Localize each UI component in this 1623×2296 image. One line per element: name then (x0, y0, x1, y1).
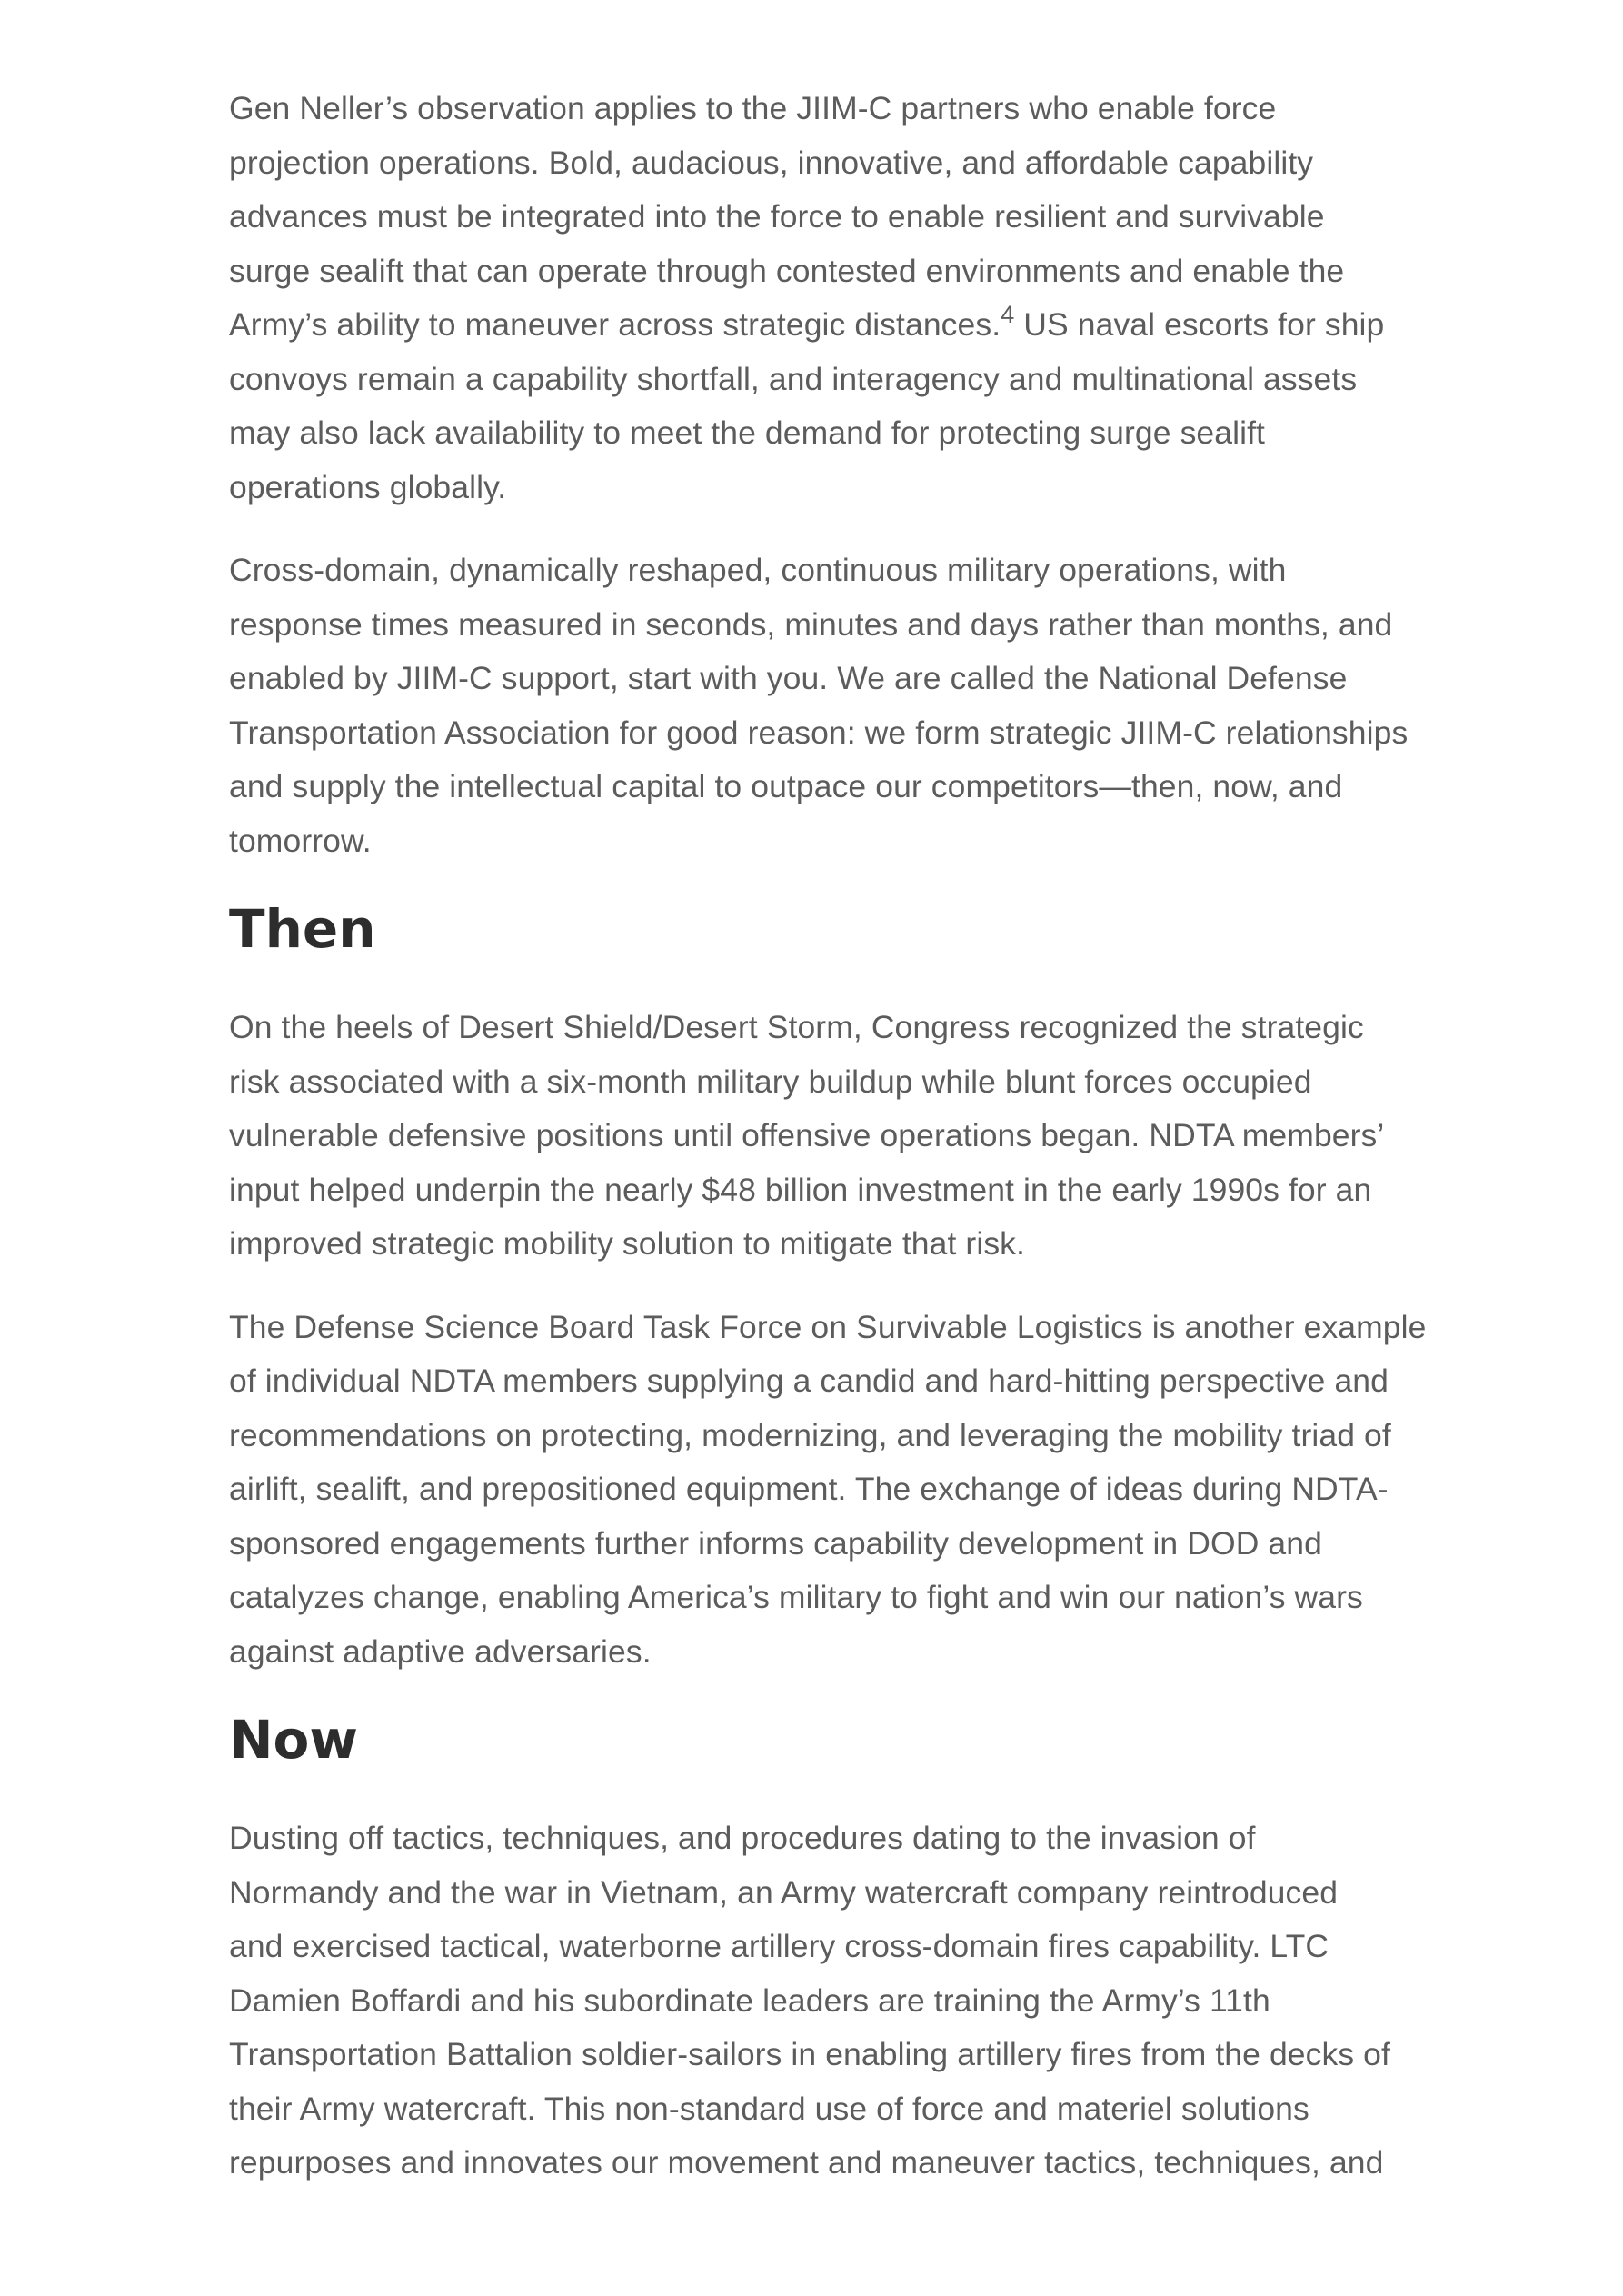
text-line: Gen Neller’s observation applies to the JIIM-C partners who enable force (229, 90, 1277, 126)
text-line: Damien Boffardi and his subordinate leaders are training the Army’s 11th (229, 1982, 1270, 2019)
text-line: Dusting off tactics, techniques, and procedures dating to the invasion of (229, 1820, 1256, 1856)
text-line: projection operations. Bold, audacious, innovative, and affordable capability (229, 144, 1314, 181)
paragraph-army-watercraft (229, 1812, 1429, 2191)
text-line: and exercised tactical, waterborne artillery cross-domain fires capability. LTC (229, 1928, 1329, 1964)
text-line: recommendations on protecting, modernizing, and leveraging the mobility triad of (229, 1416, 1391, 1453)
text-line: advances must be integrated into the force to enable resilient and survivable (229, 198, 1325, 235)
paragraph-desert-storm (229, 1001, 1429, 1272)
text-line: and supply the intellectual capital to outpace our competitors—then, now, and (229, 768, 1343, 804)
text-line: sponsored engagements further informs capability development in DOD and (229, 1524, 1322, 1562)
text-line: On the heels of Desert Shield/Desert Storm, Congress recognized the strategic (229, 1009, 1364, 1045)
text-line: airlift, sealift, and prepositioned equipment. The exchange of ideas during NDTA- (229, 1471, 1389, 1507)
text-segment: Army’s ability to maneuver across strategic distances. (229, 306, 1001, 343)
text-line: response times measured in seconds, minutes and days rather than months, and (229, 605, 1393, 643)
section-heading-now: Now (229, 1709, 358, 1771)
text-line: improved strategic mobility solution to mitigate that risk. (229, 1225, 1025, 1262)
text-line: vulnerable defensive positions until offensive operations began. NDTA members’ (229, 1117, 1385, 1153)
paragraph-defense-science-board (229, 1301, 1429, 1680)
section-heading-then: Then (229, 898, 376, 960)
text-line: catalyzes change, enabling America’s military to fight and win our nation’s wars (229, 1579, 1363, 1615)
text-line: The Defense Science Board Task Force on Survivable Logistics is another example (229, 1308, 1427, 1345)
footnote-reference[interactable]: 4 (1001, 301, 1015, 328)
text-line: input helped underpin the nearly $48 billion investment in the early 1990s for an (229, 1171, 1372, 1208)
text-line: may also lack availability to meet the demand for protecting surge sealift (229, 414, 1266, 451)
text-line: Transportation Association for good reason: we form strategic JIIM-C relationships (229, 714, 1409, 751)
text-line: Normandy and the war in Vietnam, an Army watercraft company reintroduced (229, 1873, 1339, 1911)
text-line: risk associated with a six-month military buildup while blunt forces occupied (229, 1063, 1312, 1100)
text-line: of individual NDTA members supplying a candid and hard-hitting perspective and (229, 1363, 1389, 1399)
text-line: tomorrow. (229, 822, 372, 859)
text-line: operations globally. (229, 468, 507, 505)
text-line (229, 298, 1429, 353)
text-line: enabled by JIIM-C support, start with you. We are called the National Defense (229, 660, 1348, 696)
text-line: convoys remain a capability shortfall, and interagency and multinational assets (229, 360, 1358, 397)
text-line: against adaptive adversaries. (229, 1632, 652, 1670)
paragraph-cross-domain (229, 544, 1429, 868)
text-segment: US naval escorts for ship (1014, 306, 1385, 343)
paragraph-neller-observation (229, 82, 1429, 514)
text-line: Cross-domain, dynamically reshaped, continuous military operations, with (229, 552, 1287, 588)
text-line: surge sealift that can operate through contested environments and enable the (229, 252, 1345, 289)
text-line: their Army watercraft. This non-standard use of force and materiel solutions (229, 2090, 1309, 2127)
article-body (229, 82, 1429, 2220)
text-line: Transportation Battalion soldier-sailors in enabling artillery fires from the decks of (229, 2036, 1390, 2072)
text-line: repurposes and innovates our movement and maneuver tactics, techniques, and (229, 2144, 1384, 2181)
